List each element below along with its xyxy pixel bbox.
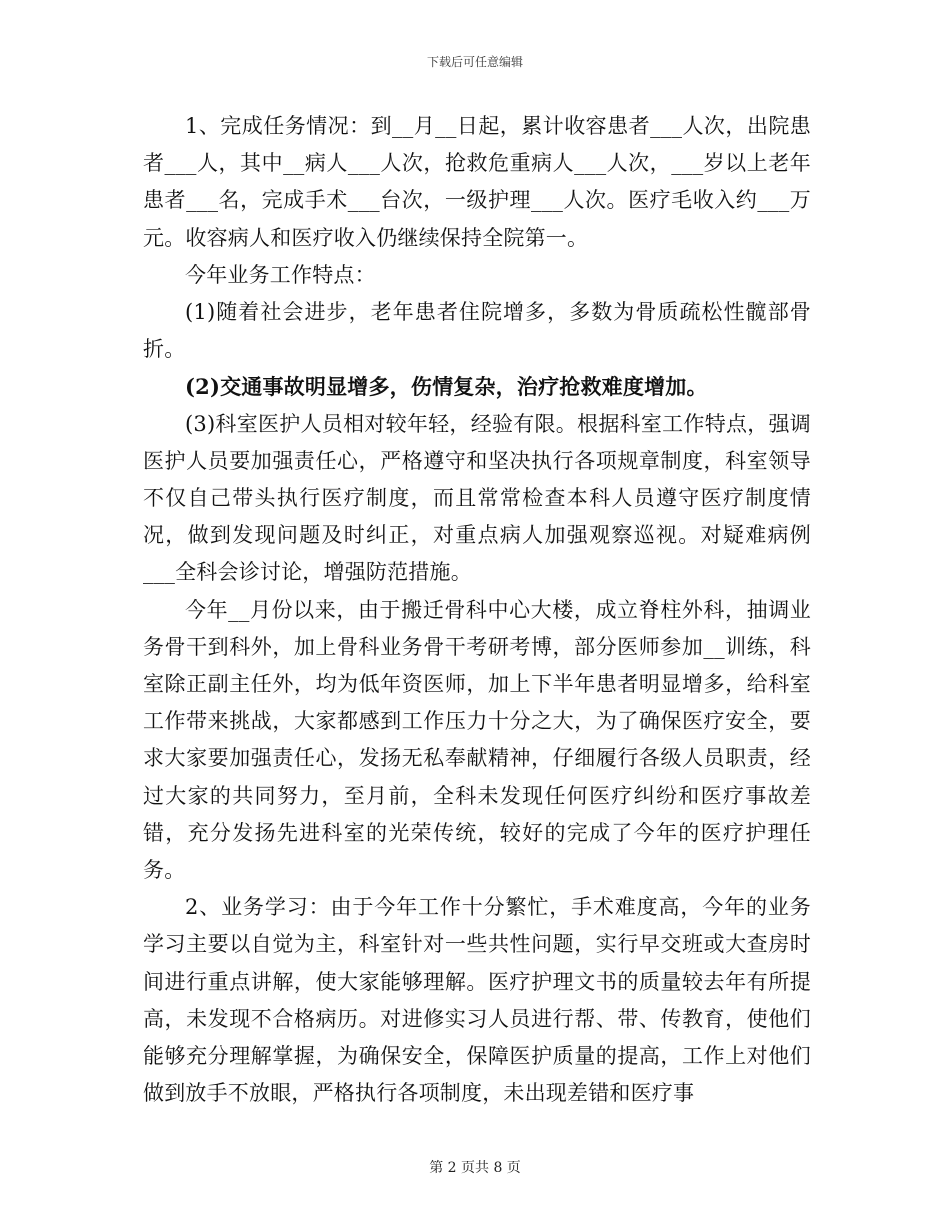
page-header: 下载后可任意编辑: [426, 55, 523, 69]
page-footer: 第 2 页共 8 页: [429, 1160, 521, 1176]
paragraph-features-heading: 今年业务工作特点：: [185, 262, 376, 287]
paragraph-feature-1: (1)随着社会进步，老年患者住院增多，多数为骨质疏松性髋部骨折。: [143, 300, 811, 362]
paragraph-task-completion: 1、完成任务情况：到__月__日起，累计收容患者___人次，出院患者___人，其中__病人___人次，抢救危重病人___人次，___岁以上老年患者___名，完成手术___台次，一级护理___人次。医疗毛收入约___万元。收容病人和医疗收入仍继续保持全院第一。: [143, 114, 811, 250]
paragraph-study: 2、业务学习：由于今年工作十分繁忙，手术难度高，今年的业务学习主要以自觉为主，科室针对一些共性问题，实行早交班或大查房时间进行重点讲解，使大家能够理解。医疗护理文书的质量较去年有所提高，未发现不合格病历。对进修实习人员进行帮、带、传教育，使他们能够充分理解掌握，为确保安全，保障医护质量的提高，工作上对他们做到放手不放眼，严格执行各项制度，未出现差错和医疗事: [143, 895, 811, 1106]
paragraph-feature-2: (2)交通事故明显增多，伤情复杂，治疗抢救难度增加。: [185, 374, 708, 400]
document-body: [143, 108, 811, 1112]
paragraph-feature-3: (3)科室医护人员相对较年轻，经验有限。根据科室工作特点，强调医护人员要加强责任心，严格遵守和坚决执行各项规章制度，科室领导不仅自己带头执行医疗制度，而且常常检查本科人员遵守医疗制度情况，做到发现问题及时纠正，对重点病人加强观察巡视。对疑难病例___全科会诊讨论，增强防范措施。: [143, 411, 811, 585]
paragraph-staffing: 今年__月份以来，由于搬迁骨科中心大楼，成立脊柱外科，抽调业务骨干到科外，加上骨科业务骨干考研考博，部分医师参加__训练，科室除正副主任外，均为低年资医师，加上下半年患者明显增多，给科室工作带来挑战，大家都感到工作压力十分之大，为了确保医疗安全，要求大家要加强责任心，发扬无私奉献精神，仔细履行各级人员职责，经过大家的共同努力，至月前，全科未发现任何医疗纠纷和医疗事故差错，充分发扬先进科室的光荣传统，较好的完成了今年的医疗护理任务。: [143, 597, 811, 883]
